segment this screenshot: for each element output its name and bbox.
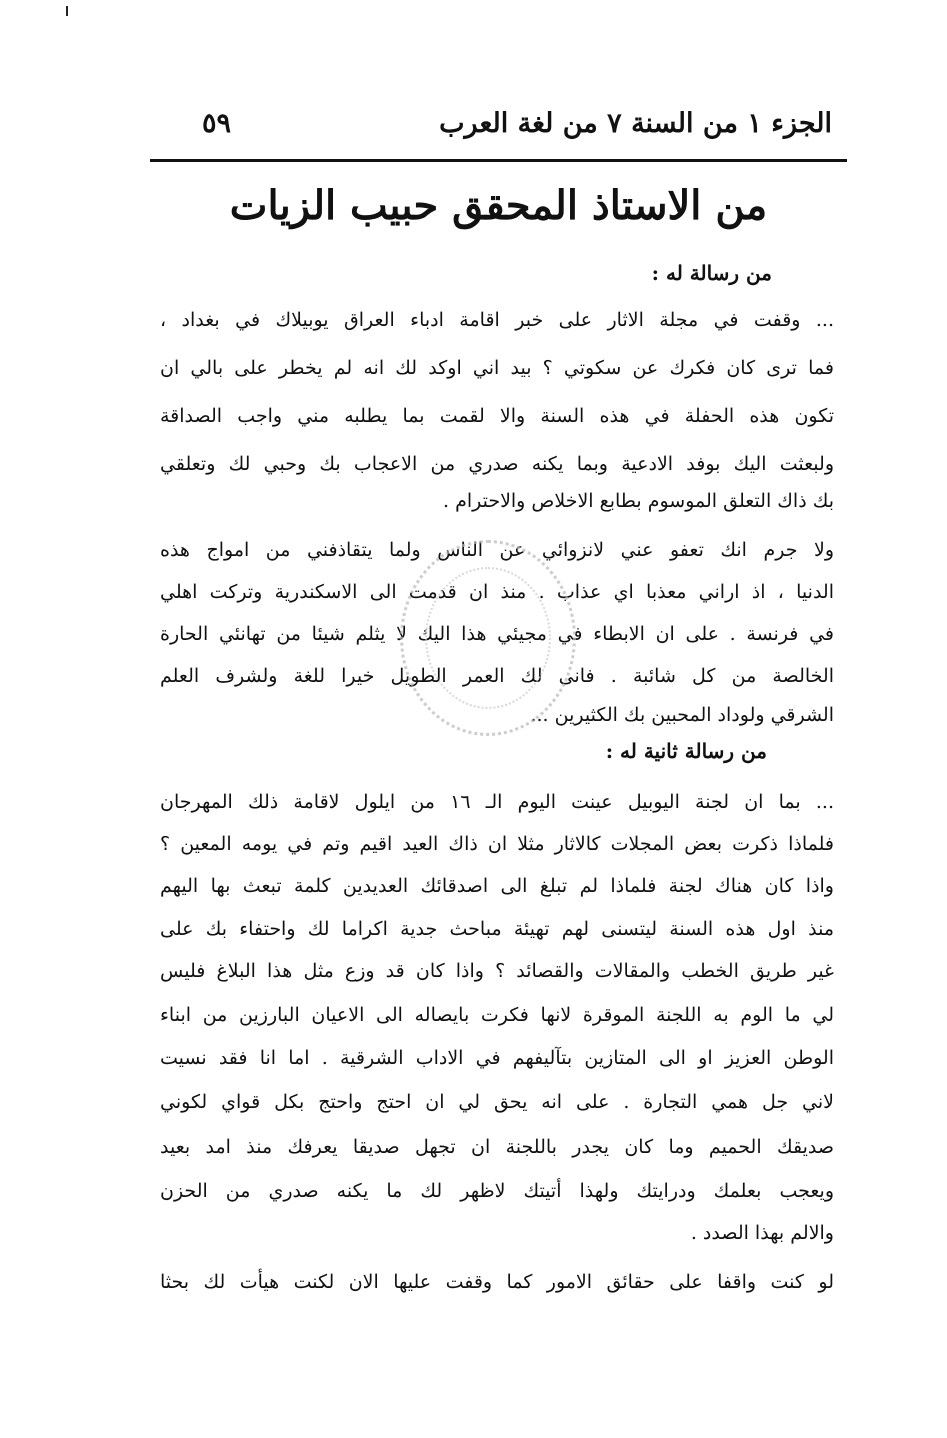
body-line: الشرقي ولوداد المحبين بك الكثيرين ... [530, 704, 834, 726]
body-line: ... بما ان لجنة اليوبيل عينت اليوم الـ ١٦ من ايلول لاقامة ذلك المهرجان [160, 791, 834, 813]
body-line: فلماذا ذكرت بعض المجلات كالاثار مثلا ان ذاك العيد اقيم وتم في يومه المعين ؟ [160, 833, 834, 855]
body-line: واذا كان هناك لجنة فلماذا لم تبلغ الى اصدقائك العديدين كلمة تبعث بها اليهم [160, 875, 834, 897]
body-line: الدنيا ، اذ اراني معذبا اي عذاب . منذ ان قدمت الى الاسكندرية وتركت اهلي [160, 581, 834, 603]
body-line: لو كنت واقفا على حقائق الامور كما وقفت عليها الان لكنت هيأت لك بحثا [160, 1271, 834, 1293]
body-line: ... وقفت في مجلة الاثار على خبر اقامة ادباء العراق يوبيلاك في بغداد ، [160, 309, 834, 331]
body-line: لاني جل همي التجارة . على انه يحق لي ان احتج واحتج بكل قواي لكوني [160, 1091, 834, 1113]
body-line: بك ذاك التعلق الموسوم بطابع الاخلاص والاحترام . [442, 490, 834, 512]
article-title: من الاستاذ المحقق حبيب الزيات [229, 182, 768, 229]
body-line: تكون هذه الحفلة في هذه السنة والا لقمت بما يطلبه مني واجب الصداقة [160, 405, 834, 427]
body-line: صديقك الحميم وما كان يجدر باللجنة ان تجهل صديقا يعرفك منذ امد بعيد [160, 1136, 834, 1158]
body-line: الخالصة من كل شائبة . فانى لك العمر الطويل خيرا للغة ولشرف العلم [160, 665, 834, 687]
header-rule [150, 159, 847, 162]
body-line: الوطن العزيز او الى المتازين بتآليفهم في الاداب الشرقية . اما انا فقد نسيت [160, 1047, 834, 1069]
body-line: ولا جرم انك تعفو عني لانزوائي عن الناس ولما يتقاذفني من امواج هذه [160, 539, 834, 561]
running-title: الجزء ١ من السنة ٧ من لغة العرب [439, 108, 832, 139]
letter-one-label: من رسالة له : [651, 261, 772, 285]
body-line: والالم بهذا الصدد . [690, 1222, 834, 1244]
library-stamp [400, 540, 576, 736]
body-line: في فرنسة . على ان الابطاء في مجيئي هذا اليك لا يثلم شيئا من تهانئي الحارة [160, 623, 834, 645]
body-line: منذ اول هذه السنة ليتسنى لهم تهيئة مباحث جدية اكراما لك واحتفاء بك على [160, 918, 834, 940]
body-line: ويعجب بعلمك ودرايتك ولهذا أتيتك لاظهر لك ما يكنه صدري من الحزن [160, 1180, 834, 1202]
body-line: غير طريق الخطب والمقالات والقصائد ؟ واذا كان قد وزع مثل هذا البلاغ فليس [160, 960, 834, 982]
body-line: فما ترى كان فكرك عن سكوتي ؟ بيد اني اوكد لك انه لم يخطر على بالي ان [160, 357, 834, 379]
running-header [150, 108, 847, 148]
margin-mark [66, 6, 74, 16]
letter-two-label: من رسالة ثانية له : [605, 739, 767, 763]
body-line: ولبعثت اليك بوفد الادعية وبما يكنه صدري من الاعجاب بك وحبي لك وتعلقي [160, 453, 834, 475]
page-number: ٥٩ [202, 108, 232, 139]
body-line: لي ما الوم به اللجنة الموقرة لانها فكرت بايصاله الى الاعيان البارزين من ابناء [160, 1004, 834, 1026]
